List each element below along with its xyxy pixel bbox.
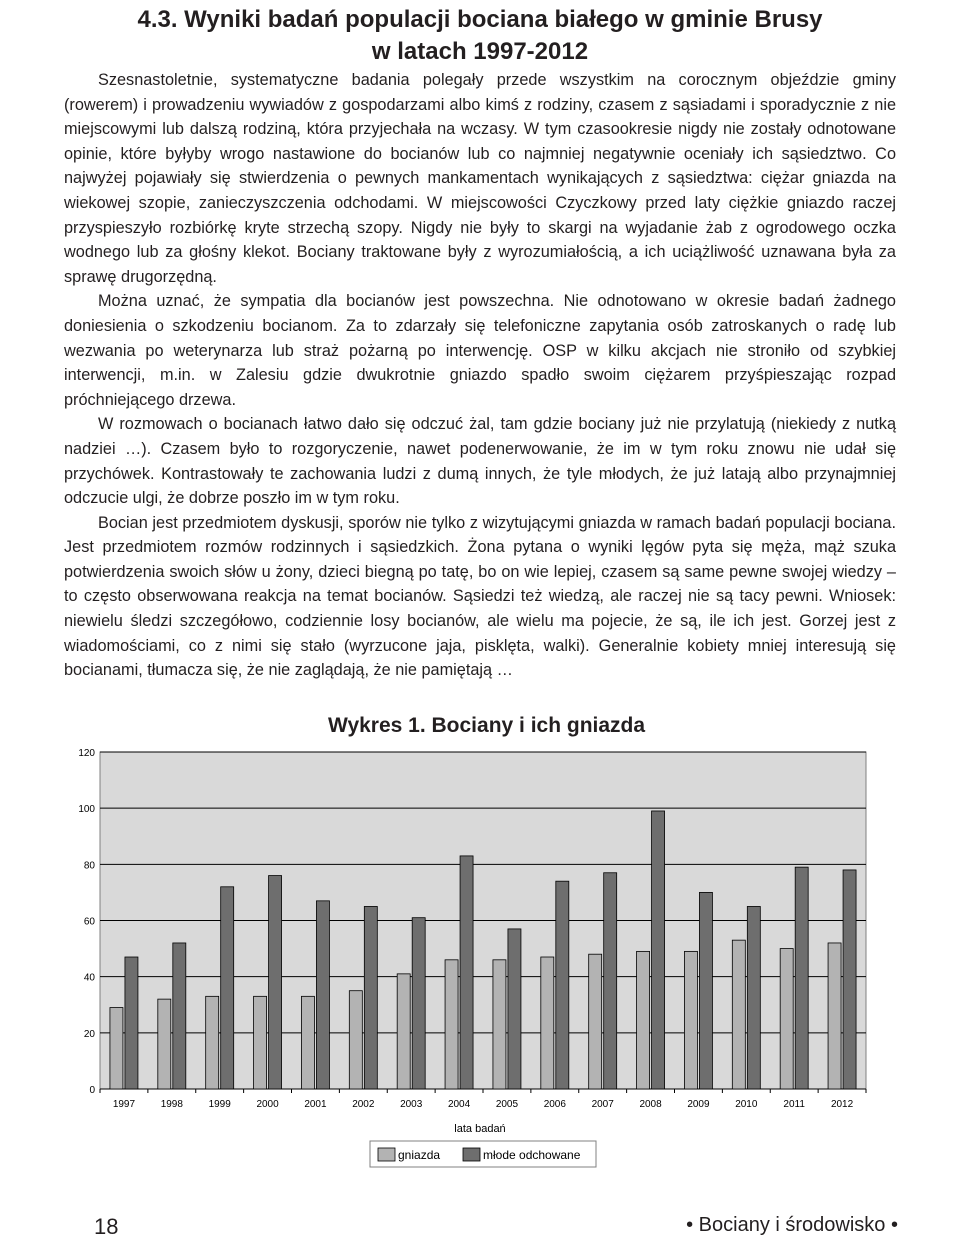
- bar-gniazda-1999: [206, 996, 219, 1089]
- bar-mlode-2000: [269, 876, 282, 1089]
- bar-mlode-2011: [795, 867, 808, 1089]
- bar-gniazda-2004: [445, 960, 458, 1089]
- y-tick-label: 40: [83, 972, 95, 984]
- x-axis-label: lata badań: [454, 1123, 506, 1135]
- chart-title: Wykres 1. Bociany i ich gniazda: [328, 714, 646, 737]
- x-tick-label: 2000: [256, 1099, 279, 1110]
- bar-gniazda-2006: [541, 957, 554, 1089]
- y-tick-label: 80: [83, 860, 95, 872]
- y-tick-label: 0: [89, 1085, 95, 1096]
- paragraph: Można uznać, że sympatia dla bocianów jest powszechna. Nie odnotowano w okresie badań żadnego doniesienia o szkodzeniu bocianom. Za to zdarzały się telefoniczne zapytania osób zatroskanych o radę lub wezwania po weterynarza lub straż pożarną po interwencję. OSP w kilku akcjach nie stroniło od szybkiej interwencji, m.in. w Zalesiu gdzie dwukrotnie gniazdo spadło swoim ciężarem przyśpieszając rozpad próchniejącego drzewa.: [64, 292, 896, 409]
- x-tick-label: 2001: [304, 1099, 327, 1110]
- x-tick-label: 2003: [400, 1099, 423, 1110]
- bar-mlode-2009: [699, 892, 712, 1089]
- bar-mlode-1998: [173, 943, 186, 1089]
- running-footer: • Bociany i środowisko •: [686, 1214, 898, 1236]
- bar-mlode-2002: [364, 906, 377, 1089]
- y-tick-label: 100: [78, 804, 95, 816]
- bar-mlode-2007: [604, 873, 617, 1089]
- x-tick-label: 2005: [495, 1099, 519, 1110]
- x-tick-label: 2009: [687, 1099, 710, 1110]
- bar-gniazda-2008: [637, 951, 650, 1089]
- paragraph: Bocian jest przedmiotem dyskusji, sporów nie tylko z wizytującymi gniazda w ramach badań populacji bociana. Jest przedmiotem rozmów rodzinnych i sąsiedzkich. Żona pytana o wyniki lęgów pyta się męża, mąż szuka potwierdzenia swoich słów u żony, dzieci biegną po tatę, bo on wie lepiej, czasem są same pewne swojej wiedzy – to często obserwowana reakcja na temat bocianów. Sąsiedzi też wiedzą, ale raczej nie są tacy pewni. Wniosek: niewielu śledzi szczegółowo, codziennie losy bocianów, ale wielu ma pojecie, że są, ile ich jest. Gorzej jest z wiadomościami, co z nimi się stało (wyrzucone jaja, pisklęta, walki). Generalnie kobiety mniej interesują się bocianami, tłumacza się, że nie zaglądają, że nie pamiętają …: [64, 513, 896, 680]
- bar-gniazda-2011: [780, 949, 793, 1089]
- x-tick-label: 1998: [160, 1099, 183, 1110]
- x-tick-label: 2006: [543, 1099, 566, 1110]
- x-tick-label: 1997: [112, 1099, 136, 1110]
- legend-swatch: [463, 1148, 480, 1161]
- x-tick-label: 2002: [352, 1099, 375, 1110]
- x-tick-label: 2007: [591, 1099, 614, 1110]
- section-heading-subtitle: w latach 1997-2012: [371, 38, 589, 65]
- section-heading: 4.3. Wyniki badań populacji bociana białego w gminie Brusy: [137, 6, 823, 33]
- x-tick-label: 2010: [735, 1099, 758, 1110]
- bar-mlode-2005: [508, 929, 521, 1089]
- bar-gniazda-2007: [589, 954, 602, 1089]
- y-tick-label: 60: [83, 916, 95, 928]
- y-tick-label: 20: [83, 1028, 95, 1040]
- paragraph: W rozmowach o bocianach łatwo dało się odczuć żal, tam gdzie bociany już nie przylatują (niekiedy z nutką nadziei …). Czasem było to rozgoryczenie, nawet podenerwowanie, że im w tym roku znowu nie udał się przychówek. Kontrastowały te zachowania ludzi z dumą innych, że tyle młodych, że już latają albo przynajmniej odczucie ulgi, że dobrze poszło im w tym roku.: [64, 415, 896, 508]
- legend-label: młode odchowane: [483, 1148, 581, 1162]
- paragraph: Szesnastoletnie, systematyczne badania polegały przede wszystkim na corocznym objeździe gminy (rowerem) i prowadzeniu wywiadów z gospodarzami albo kimś z rodziny, czasem z sąsiadami i sporadycznie z nie miejscowymi lub dalszą rodziną, która przyjechała na wczasy. W tym czasookresie nigdy nie zostały odnotowane opinie, które byłyby wrogo nastawione do bocianów lub co najmniej negatywnie oceniały ich sąsiedztwo. Co najwyżej pojawiały się stwierdzenia o pewnych mankamentach wynikających z sąsiedztwa: ciężar gniazda na wiekowej szopie, zanieczyszczenia odchodami. W miejscowości Czyczkowy przed laty ciężkie gniazdo raczej przyspieszyło rozbiórkę kryte strzechą szopy. Nigdy nie były to skargi na wyjadanie żab z ogrodowego oczka wodnego lub za głośny klekot. Bociany traktowane były z wyrozumiałością, a ich uciążliwość uznawana była za sprawę drugorzędną.: [64, 71, 896, 286]
- legend-swatch: [378, 1148, 395, 1161]
- x-tick-label: 1999: [208, 1099, 231, 1110]
- bar-mlode-1999: [221, 887, 234, 1089]
- bar-gniazda-2002: [349, 991, 362, 1089]
- bar-mlode-2004: [460, 856, 473, 1089]
- x-tick-label: 2012: [830, 1099, 854, 1110]
- bar-mlode-1997: [125, 957, 138, 1089]
- bar-gniazda-2005: [493, 960, 506, 1089]
- bar-gniazda-1998: [158, 999, 171, 1089]
- bar-gniazda-2012: [828, 943, 841, 1089]
- bar-gniazda-2009: [684, 951, 697, 1089]
- y-tick-label: 120: [78, 748, 95, 759]
- bar-mlode-2008: [652, 811, 665, 1089]
- page-number: 18: [94, 1214, 119, 1239]
- bar-mlode-2001: [316, 901, 329, 1089]
- x-tick-label: 2008: [639, 1099, 662, 1110]
- bar-mlode-2010: [747, 906, 760, 1089]
- bar-mlode-2003: [412, 918, 425, 1089]
- bar-mlode-2006: [556, 881, 569, 1089]
- bar-gniazda-2001: [301, 996, 314, 1089]
- article-body: [64, 68, 896, 683]
- bar-gniazda-2003: [397, 974, 410, 1089]
- bar-gniazda-2000: [254, 996, 267, 1089]
- x-tick-label: 2011: [783, 1099, 805, 1110]
- bar-gniazda-2010: [732, 940, 745, 1089]
- bar-chart: [0, 690, 960, 1190]
- x-tick-label: 2004: [447, 1099, 471, 1110]
- bar-gniazda-1997: [110, 1008, 123, 1089]
- legend-label: gniazda: [398, 1148, 441, 1162]
- bar-mlode-2012: [843, 870, 856, 1089]
